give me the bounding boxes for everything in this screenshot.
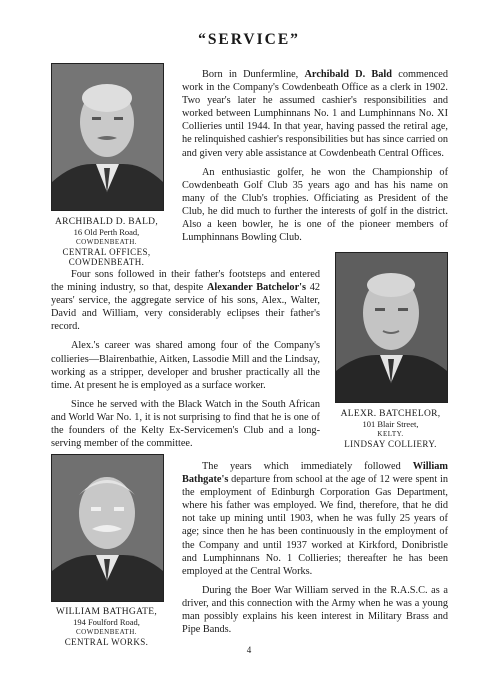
caption-name: WILLIAM BATHGATE, bbox=[55, 607, 158, 617]
article-section-batchelor bbox=[51, 268, 320, 456]
portrait-photo-william-bathgate bbox=[51, 454, 164, 602]
caption-name: ALEXR. BATCHELOR, bbox=[340, 409, 441, 419]
paragraph: Alex.'s career was shared among four of the Company's collieries—Blairenbathie, Aitken, Lassodie Mill and the Lindsay, working as a stripper, developer and brusher practically all the time. At present he is employed as a surface worker. bbox=[51, 340, 320, 391]
portrait-photo-archibald-bald bbox=[51, 63, 164, 211]
caption-address: 101 Blair Street, bbox=[362, 419, 419, 429]
caption-town: COWDENBEATH. bbox=[75, 238, 138, 246]
article-section-bald bbox=[182, 68, 448, 250]
caption-workplace: CENTRAL WORKS. bbox=[64, 637, 149, 647]
caption-town: COWDENBEATH. bbox=[75, 628, 138, 636]
page-number: 4 bbox=[246, 645, 252, 655]
caption-town: KELTY. bbox=[377, 430, 404, 438]
person-name: Alexander Batchelor's bbox=[206, 282, 307, 294]
portrait-photo-alexander-batchelor bbox=[335, 252, 448, 403]
page-title: “SERVICE” bbox=[198, 31, 300, 48]
caption-address: 194 Foulford Road, bbox=[73, 617, 140, 627]
person-name: William Bathgate's bbox=[182, 461, 448, 486]
caption-address: 16 Old Perth Road, bbox=[73, 227, 140, 237]
caption-workplace: CENTRAL OFFICES, bbox=[62, 247, 151, 257]
person-name: Archibald D. Bald bbox=[304, 69, 393, 80]
caption-workplace-town: COWDENBEATH. bbox=[68, 257, 145, 267]
paragraph: Born in Dunfermline, Archibald D. Bald commenced work in the Company's Cowdenbeath Office as a clerk in 1902. Two year's later he assumed cashier's responsibilities and worked between Lumphinnans No. 1 and Lumphinnans No. XI Collieries until 1944. In that year, having passed the retiral age, he relinquished cashier's responsibilities but has since carried on and given very able assistance at Cowdenbeath Central Offices. bbox=[182, 69, 449, 159]
paragraph: An enthusiastic golfer, he won the Championship of Cowdenbeath Golf Club 35 years ago and has his name on many of the Club's trophies. Officiating as President of the Club, he did much to further the interests of golf in the district. Also a keen bowler, he is one of the pioneer members of Lumphinnans Bowling Club. bbox=[182, 166, 448, 244]
caption-workplace: LINDSAY COLLIERY. bbox=[344, 439, 437, 449]
caption-name: ARCHIBALD D. BALD, bbox=[54, 217, 159, 227]
article-section-bathgate bbox=[182, 460, 448, 642]
paragraph: Four sons followed in their father's footsteps and entered the mining industry, so that, despite Alexander Batchelor's 42 years' service, the aggregate service of his sons, Alex., Walter, David and William, very considerably eclipses their father's record. bbox=[51, 269, 321, 333]
paragraph: Since he served with the Black Watch in the South African and World War No. 1, it is not surprising to find that he is one of the founders of the Kelty Ex-Servicemen's Club and a long-serving member of the committee. bbox=[51, 398, 320, 450]
paragraph: The years which immediately followed William Bathgate's departure from school at the age of 12 were spent in the employment of Edinburgh Corporation Gas Department, where his father was employed. We find, therefore, that he did not take up mining until 1903, when he was fully 25 years of age; since then he has been continuously in the employment of the Company and until 1937 worked at Kirkford, Donibristle and Lumphinnans No. 1 Collieries; thereafter he has been employed at the Central Works. bbox=[182, 461, 448, 577]
paragraph: During the Boer War William served in the R.A.S.C. as a driver, and this connection with the Army when he was a young man possibly explains his keen interest in Military Brass and Pipe Bands. bbox=[182, 584, 448, 636]
